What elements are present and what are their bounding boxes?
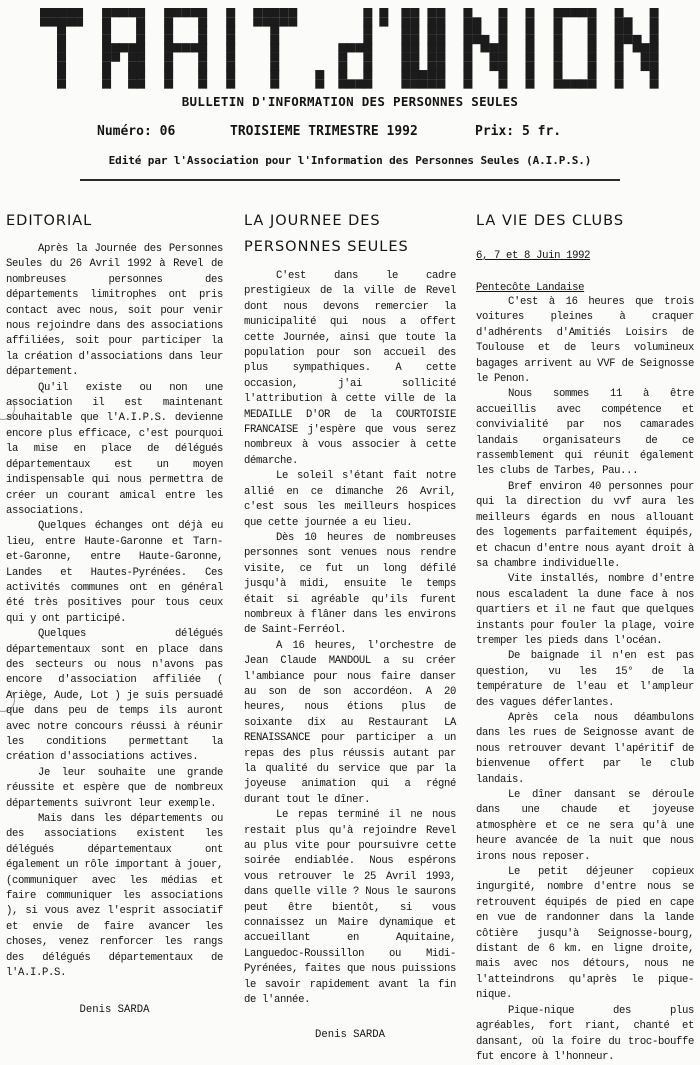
title-pixel-block: [553, 26, 562, 35]
title-pixel-block: [111, 52, 120, 61]
paragraph: Bref environ 40 personnes pour qui la direction du vvf aura les meilleurs égards en nous allouant des logements parfaitement équipés, et chacun d'entre nous ayant droit à sa chambre individuelle.: [476, 480, 694, 570]
masthead: [0, 0, 700, 180]
title-pixel-block: [379, 17, 388, 26]
title-pixel-block: [526, 79, 535, 88]
paragraph: Nous sommes 11 à être accueillis avec compétence et convivialité par nos camarades landais organisateurs de ce rassemblement qui réunit également les clubs de Tarbes, Pau...: [476, 388, 694, 478]
title-pixel-block: [164, 26, 173, 35]
title-pixel-block: [136, 79, 145, 88]
title-pixel-block: [410, 26, 419, 35]
clubs-event-date: 6, 7 et 8 Juin 1992: [476, 250, 591, 262]
newsletter-title-logo: [40, 8, 661, 91]
title-pixel-block: [226, 79, 235, 88]
title-pixel-block: [288, 17, 297, 26]
title-pixel-block: [102, 26, 111, 35]
title-pixel-block: [498, 26, 507, 35]
journee-signature: Denis SARDA: [315, 1028, 385, 1041]
paragraph: Après la Journée des Personnes Seules du 26 Avril 1992 à Revel de nombreuses personnes des départements limitrophes ont pris contact avec nous, soit pour venir nous rejoindre dans des associations affiliées, soit pour participer la la création d'associations dans leur département.: [6, 243, 223, 379]
paragraph: C'est dans le cadre prestigieux de la ville de Revel dont nous devons remercier la municipalité qui nous a offert cette Journée, ainsi que toute la population pour son accueil des plus sympathiques. A cette occasion, j'ai sollicité l'attribution à cette ville de la MEDAILLE D'OR de la COURTOISIE FRANCAISE j'espère que vous serez nombreux à vous associer à cette démarche.: [244, 270, 456, 467]
title-pixel-block: [57, 26, 66, 35]
editorial-heading: EDITORIAL: [6, 213, 93, 229]
publisher-line: Edité par l'Association pour l'Information des Personnes Seules (A.I.P.S.): [108, 154, 592, 167]
paragraph: Le petit déjeuner copieux ingurgité, nombre d'entre nous se retrouvent équipés de pied en cape en vue de randonner dans la lande côtière jusqu'à Seignosse-bourg, distant de 6 km. en ligne droite, mais avec nos détours, nous ne l'atteindrons qu'après le pique-nique.: [476, 866, 694, 1002]
editorial-body: [6, 242, 223, 982]
newsletter-subtitle: BULLETIN D'INFORMATION DES PERSONNES SEULES: [181, 94, 519, 109]
title-pixel-block: [649, 79, 658, 88]
clubs-heading: LA VIE DES CLUBS: [476, 213, 625, 229]
issue-price: Prix: 5 fr.: [475, 124, 562, 139]
paragraph: Qu'il existe ou non une association il est maintenant souhaitable que l'A.I.P.S. devienne encore plus efficace, c'est pourquoi la mise en place de délégués départementaux est un moyen indispensable qui nous permettra de créer un courant amical entre les associations.: [6, 381, 223, 517]
title-pixel-block: [74, 17, 83, 26]
title-pixel-block: [526, 26, 535, 35]
title-pixel-block: [315, 79, 324, 88]
title-pixel-block: [102, 79, 111, 88]
editorial-column: [6, 212, 223, 1016]
journee-column: [244, 212, 456, 1041]
issue-period: TROISIEME TRIMESTRE 1992: [230, 124, 418, 139]
title-pixel-block: [615, 79, 624, 88]
title-pixel-block: [271, 26, 280, 35]
title-pixel-block: [164, 79, 173, 88]
paragraph: A 16 heures, l'orchestre de Jean Claude MANDOUL a su créer l'ambiance pour nous faire danser au son de son accordéon. A 20 heures, nous étions plus de soixante dix au Restaurant LA RENAISSANCE pour participer a un repas des plus réussis autant par la qualité du service que par la joyeuse animation qui a régné durant tout le dîner.: [244, 639, 456, 806]
paragraph: Le soleil s'étant fait notre allié en ce dimanche 26 Avril, c'est sous les meilleurs hospices que cette journée a eu lieu.: [244, 470, 456, 529]
paragraph: Je leur souhaite une grande réussite et espère que de nombreux départements suivront leur exemple.: [6, 766, 223, 810]
title-pixel-block: [588, 79, 597, 88]
title-pixel-block: [364, 79, 373, 88]
title-pixel-block: [136, 26, 145, 35]
title-pixel-block: [198, 79, 207, 88]
journee-heading-line2: PERSONNES SEULES: [244, 239, 409, 255]
clubs-column: [476, 212, 694, 1065]
title-pixel-block: [624, 26, 633, 35]
paragraph: Dès 10 heures de nombreuses personnes sont venues nous rendre visite, ce fut un long défilé jusqu'à midi, ensuite le temps était si agréable qu'ils furent nombreux à flâner dans les environs de Saint-Ferréol.: [244, 531, 456, 637]
paragraph: Le dîner dansant se déroule dans une chaude et joyeuse atmosphère et ce ne sera qu'à une heure avancée de la nuit que nous irons nous reposer.: [476, 789, 694, 863]
title-pixel-block: [498, 79, 507, 88]
title-pixel-block: [436, 79, 445, 88]
title-pixel-block: [226, 26, 235, 35]
paragraph: Quelques délégués départementaux sont en place dans des secteurs ou nous n'avons pas encore d'association affiliée ( Ariège, Aude, Lot ) je suis persuadé que dans peu de temps ils auront avec notre concours réussi à réunir les conditions permettant la création d'associations actives.: [6, 628, 223, 764]
journee-heading-line1: LA JOURNEE DES: [244, 213, 381, 229]
issue-number: Numéro: 06: [97, 124, 176, 139]
paragraph: Vite installés, nombre d'entre nous escaladent la dune face à nos quartiers et il ne faut que quelques instants pour fouler la plage, voire tremper les pieds dans l'océan.: [476, 573, 694, 647]
paragraph: C'est à 16 heures que trois voitures pleines à craquer d'adhérents d'Amitiés Loisirs de Toulouse et de leurs volumineux bagages arrivent au VVF de Seignosse le Penon.: [476, 296, 694, 386]
journee-body: [244, 269, 456, 1009]
title-pixel-block: [436, 26, 445, 35]
paragraph: Quelques échanges ont déjà eu lieu, entre Haute-Garonne et Tarn-et-Garonne, entre Haute-Garonne, Landes et Hautes-Pyrénées. Ces activités communes ont en général été très positives pour tous ceux qui y ont participé.: [6, 520, 223, 625]
header-divider: [80, 179, 620, 181]
title-pixel-block: [198, 26, 207, 35]
clubs-body: [476, 295, 694, 1065]
paragraph: Pique-nique des plus agréables, fort riant, chanté et dansant, où la foire du troc-bouffe fut encore à l'honneur.: [476, 1004, 694, 1063]
title-pixel-block: [464, 79, 473, 88]
paragraph: Mais dans les départements ou des associations existent les délégués départementaux ont également un rôle important à jouer, (communiquer avec les médias et faire communiquer les associations ), si vous avez l'esprit associatif et envie de faire avancer les choses, venez renforcer les rangs des délégués départementaux de l'A.I.P.S.: [6, 813, 223, 980]
title-pixel-block: [364, 26, 373, 35]
clubs-event-title: Pentecôte Landaise: [476, 282, 585, 294]
title-pixel-block: [472, 26, 481, 35]
title-pixel-block: [588, 26, 597, 35]
editorial-signature: Denis SARDA: [79, 1003, 150, 1016]
title-pixel-block: [57, 79, 66, 88]
paragraph: Le repas terminé il ne nous restait plus qu'à rejoindre Revel au plus vite pour poursuivre cette soirée endiablée. Nous espérons vous retrouver le 25 Avril 1993, dans quelle ville ? Nous le saurons peut être bientôt, si vous connaissez un Maire dynamique et accueillant en Aquitaine, Languedoc-Roussillon ou Midi-Pyrénées, faites que nous puissions le savoir rapidement avant la fin de l'année.: [244, 809, 456, 1007]
paragraph: De baignade il n'en est pas question, vu les 15° de la température de l'eau et l'ampleur des vagues déferlantes.: [476, 650, 694, 709]
title-pixel-block: [271, 79, 280, 88]
title-pixel-block: [649, 26, 658, 35]
paragraph: Après cela nous déambulons dans les rues de Seignosse avant de nous retrouver devant l'apéritif de bienvenue offert par le club landais.: [476, 711, 694, 786]
